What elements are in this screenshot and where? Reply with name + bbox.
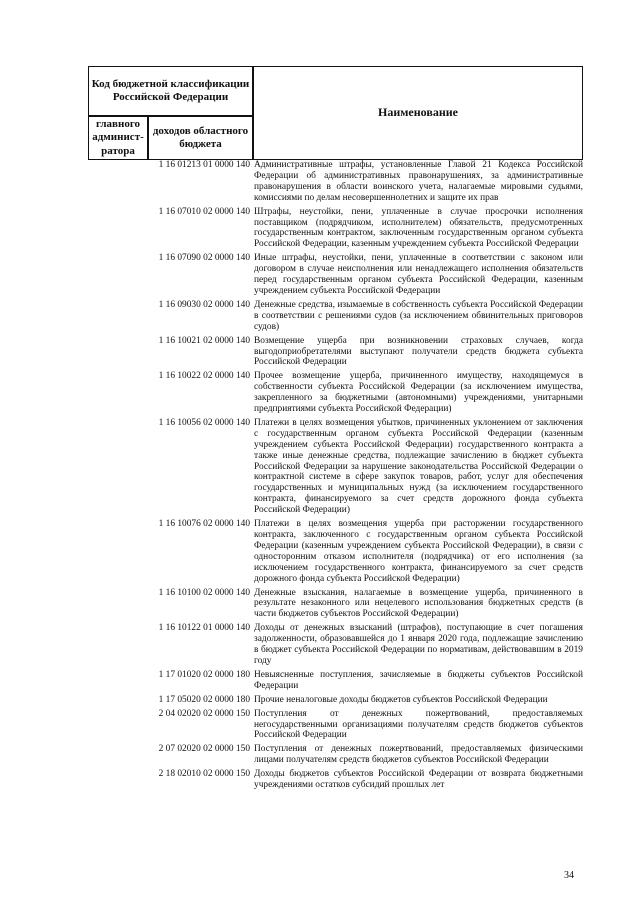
- name-cell: Прочие неналоговые доходы бюджетов субъектов Российской Федерации: [254, 694, 548, 705]
- table-row: [88, 300, 583, 333]
- table-body: [88, 160, 583, 794]
- table-row: [88, 769, 583, 791]
- table-row: [88, 695, 583, 706]
- table-row: [88, 160, 583, 204]
- income-code-cell: 2 18 02010 02 0000 150: [158, 769, 250, 780]
- income-code-cell: 1 17 01020 02 0000 180: [158, 669, 250, 680]
- table-row: [88, 709, 583, 742]
- name-cell: Прочее возмещение ущерба, причиненного имуществу, находящемуся в собственности субъекта Российской Федерации (за исключением имущества, закрепленного за бюджетными (автономными) учреждениями, унитарными предприятиями субъекта Российской Федерации): [254, 371, 583, 415]
- income-code-cell: 1 16 10122 01 0000 140: [158, 623, 250, 634]
- income-code-cell: 1 16 07010 02 0000 140: [158, 206, 250, 217]
- header-regional-income: [148, 116, 253, 160]
- income-code-cell: 1 16 07090 02 0000 140: [158, 253, 250, 264]
- name-cell: Платежи в целях возмещения убытков, причиненных уклонением от заключения с государственным органом субъекта Российской Федерации (казенным учреждением субъекта Российской Федерации) государственного контракта а также иные денежные средства, подлежащие зачислению в бюджет субъекта Российской Федерации за нарушение законодательства Российской Федерации о контрактной системе в сфере закупок товаров, работ, услуг для обеспечения государственных и муниципальных нужд (за исключением государственного контракта, финансируемого за счет средств дорожного фонда субъекта Российской Федерации): [254, 417, 583, 516]
- header-main-administrator-label: главного админист-ратора: [92, 117, 144, 157]
- name-cell: Доходы от денежных взысканий (штрафов), поступающие в счет погашения задолженности, образовавшейся до 1 января 2020 года, подлежащие зачислению в бюджет субъекта Российской Федерации по нормативам, действовавшим в 2019 году: [254, 623, 583, 666]
- table-row: [88, 670, 583, 692]
- header-budget-classification-label: Код бюджетной классификации Российской Федерации: [91, 77, 250, 103]
- name-cell: Штрафы, неустойки, пени, уплаченные в случае просрочки исполнения поставщиком (подрядчиком, исполнителем) обязательств, предусмотренных государственным контрактом, заключенным государственным органом субъекта Российской Федерации, казенным учреждением субъекта Российской Федерации: [254, 206, 583, 250]
- name-cell: Платежи в целях возмещения ущерба при расторжении государственного контракта, заключенного с государственным органом субъекта Российской Федерации (казенным учреждением субъекта Российской Федерации), в связи с односторонним отказом исполнителя (подрядчика) от его исполнения (за исключением государственного контракта, финансируемого за счет средств дорожного фонда субъекта Российской Федерации): [254, 519, 583, 584]
- header-main-administrator: [88, 116, 148, 160]
- income-code-cell: 1 16 10100 02 0000 140: [158, 587, 250, 598]
- income-code-cell: 1 16 10022 02 0000 140: [158, 371, 250, 382]
- name-cell: Поступления от денежных пожертвований, предоставляемых физическими лицами получателям средств бюджетов субъектов Российской Федерации: [254, 744, 583, 766]
- name-cell: Денежные средства, изымаемые в собственность субъекта Российской Федерации в соответствии с решениями судов (за исключением обвинительных приговоров судов): [254, 299, 583, 332]
- name-cell: Иные штрафы, неустойки, пени, уплаченные в соответствии с законом или договором в случае неисполнения или ненадлежащего исполнения обязательств перед государственным органом субъекта Российской Федерации, казенным учреждением субъекта Российской Федерации: [254, 253, 583, 296]
- table-row: [88, 371, 583, 415]
- name-cell: Доходы бюджетов субъектов Российской Федерации от возврата бюджетными учреждениями остатков субсидий прошлых лет: [254, 769, 583, 791]
- income-code-cell: 1 16 10021 02 0000 140: [158, 335, 250, 346]
- table-row: [88, 207, 583, 251]
- income-code-cell: 1 16 10076 02 0000 140: [158, 519, 250, 530]
- income-code-cell: 1 16 09030 02 0000 140: [158, 299, 250, 310]
- name-cell: Поступления от денежных пожертвований, предоставляемых негосударственными организациями получателям средств бюджетов субъектов Российской Федерации: [254, 708, 583, 741]
- table-row: [88, 519, 583, 584]
- table-row: [88, 744, 583, 766]
- income-code-cell: 1 16 01213 01 0000 140: [158, 160, 250, 170]
- header-regional-income-label: доходов областного бюджета: [152, 124, 249, 150]
- header-budget-classification: [88, 66, 253, 116]
- table-row: [88, 253, 583, 297]
- table-row: [88, 336, 583, 369]
- table-row: [88, 623, 583, 667]
- name-cell: Денежные взыскания, налагаемые в возмещение ущерба, причиненного в результате незаконного или нецелевого использования бюджетных средств (в части бюджетов субъектов Российской Федерации): [254, 587, 583, 620]
- name-cell: Возмещение ущерба при возникновении страховых случаев, когда выгодоприобретателями выступают получатели средств бюджета субъекта Российской Федерации: [254, 335, 583, 368]
- header-name-label: Наименование: [378, 105, 458, 120]
- income-code-cell: 1 16 10056 02 0000 140: [158, 417, 250, 428]
- name-cell: Административные штрафы, установленные Главой 21 Кодекса Российской Федерации об административных правонарушениях, за административные правонарушения в области воинского учета, налагаемые мировыми судьями, комиссиями по делам несовершеннолетних и защите их прав: [254, 160, 583, 203]
- page-number: 34: [564, 870, 574, 881]
- header-name: [253, 66, 583, 160]
- income-code-cell: 1 17 05020 02 0000 180: [158, 694, 250, 705]
- table-row: [88, 588, 583, 621]
- name-cell: Невыясненные поступления, зачисляемые в бюджеты субъектов Российской Федерации: [254, 669, 583, 691]
- income-code-cell: 2 04 02020 02 0000 150: [158, 708, 250, 719]
- income-code-cell: 2 07 02020 02 0000 150: [158, 744, 250, 755]
- table-row: [88, 418, 583, 516]
